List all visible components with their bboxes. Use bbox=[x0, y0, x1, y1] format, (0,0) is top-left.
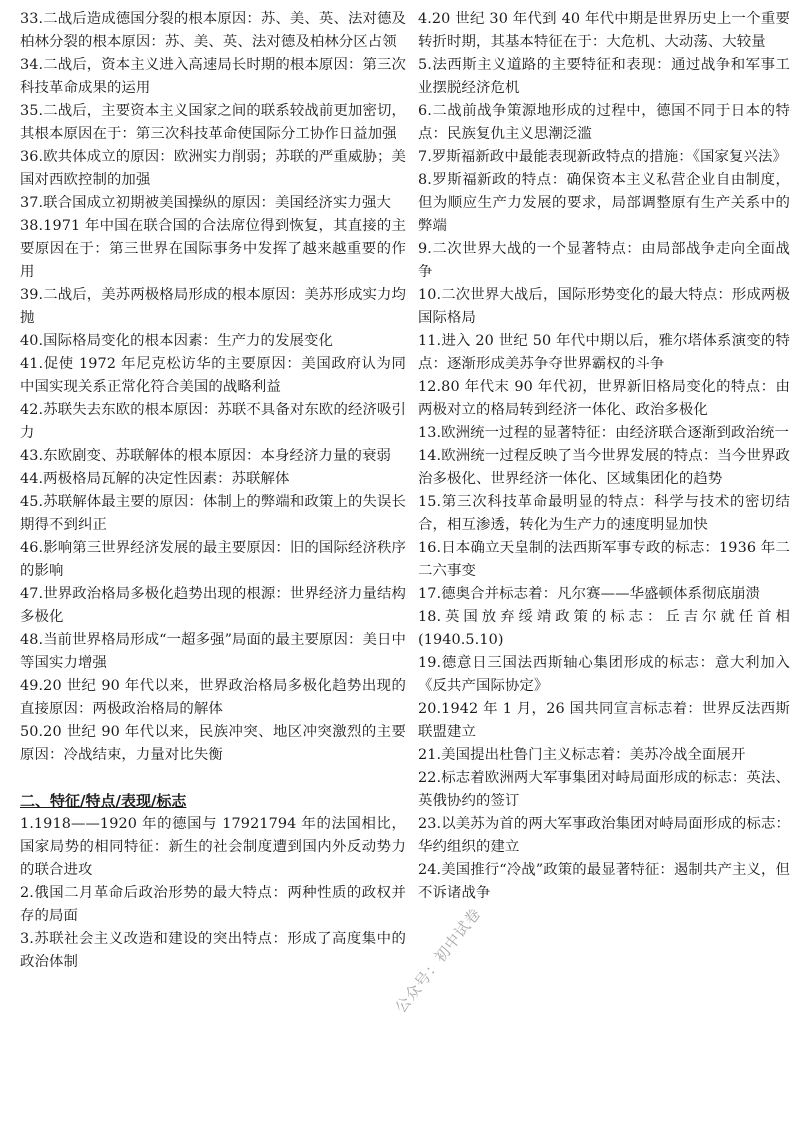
list-item: 40.国际格局变化的根本因素：生产力的发展变化 bbox=[20, 333, 333, 349]
list-item: 11.进入 20 世纪 50 年代中期以后，雅尔塔体系演变的特点：逐渐形成美苏争夺世界霸权的斗争 bbox=[418, 333, 790, 372]
section-heading: 二、特征/特点/表现/标志 bbox=[20, 792, 187, 810]
list-item: 39.二战后，美苏两极格局形成的根本原因：美苏形成实力均抛 bbox=[20, 287, 406, 326]
list-item: 41.促使 1972 年尼克松访华的主要原因：美国政府认为同中国实现关系正常化符合美国的战略利益 bbox=[20, 356, 406, 395]
list-item: 7.罗斯福新政中最能表现新政特点的措施：《国家复兴法》 bbox=[418, 149, 787, 165]
list-item: 43.东欧剧变、苏联解体的根本原因：本身经济力量的衰弱 bbox=[20, 448, 391, 464]
list-item: 20.1942 年 1 月，26 国共同宣言标志着：世界反法西斯联盟建立 bbox=[418, 701, 790, 740]
list-item: 19.德意日三国法西斯轴心集团形成的标志：意大利加入《反共产国际协定》 bbox=[418, 655, 790, 694]
list-item: 34.二战后，资本主义进入高速局长时期的根本原因：第三次科技革命成果的运用 bbox=[20, 57, 406, 96]
list-item: 49.20 世纪 90 年代以来，世界政治格局多极化趋势出现的直接原因：两极政治格局的解体 bbox=[20, 678, 406, 717]
list-item: 23.以美苏为首的两大军事政治集团对峙局面形成的标志：华约组织的建立 bbox=[418, 816, 790, 855]
list-item: 44.两极格局瓦解的决定性因素：苏联解体 bbox=[20, 471, 290, 487]
list-item: 6.二战前战争策源地形成的过程中，德国不同于日本的特点：民族复仇主义思潮泛滥 bbox=[418, 103, 790, 142]
list-item: 12.80 年代末 90 年代初，世界新旧格局变化的特点：由两极对立的格局转到经济一体化、政治多极化 bbox=[418, 379, 790, 418]
list-item: 4.20 世纪 30 年代到 40 年代中期是世界历史上一个重要转折时期，其基本特征在于：大危机、大动荡、大较量 bbox=[418, 11, 790, 50]
list-item: 1.1918——1920 年的德国与 17921794 年的法国相比，国家局势的相同特征：新生的社会制度遭到国内外反动势力的联合进攻 bbox=[20, 816, 406, 878]
list-item: 45.苏联解体最主要的原因：体制上的弊端和政策上的失误长期得不到纠正 bbox=[20, 494, 406, 533]
list-item: 17.德奥合并标志着：凡尔赛——华盛顿体系彻底崩溃 bbox=[418, 586, 760, 602]
list-item: 48.当前世界格局形成“一超多强”局面的最主要原因：美日中等国实力增强 bbox=[20, 632, 406, 671]
list-item: 3.苏联社会主义改造和建设的突出特点：形成了高度集中的政治体制 bbox=[20, 931, 406, 970]
list-item: 36.欧共体成立的原因：欧洲实力削弱；苏联的严重威胁；美国对西欧控制的加强 bbox=[20, 149, 406, 188]
list-item: 50.20 世纪 90 年代以来，民族冲突、地区冲突激烈的主要原因：冷战结束，力量对比失衡 bbox=[20, 724, 406, 763]
list-item: 15.第三次科技革命最明显的特点：科学与技术的密切结合，相互渗透，转化为生产力的速度明显加快 bbox=[418, 494, 790, 533]
list-item: 22.标志着欧洲两大军事集团对峙局面形成的标志：英法、英俄协约的签订 bbox=[418, 770, 790, 809]
list-item: 5.法西斯主义道路的主要特征和表现：通过战争和军事工业摆脱经济危机 bbox=[418, 57, 790, 96]
list-item: 14.欧洲统一过程反映了当今世界发展的特点：当今世界政治多极化、世界经济一体化、区域集团化的趋势 bbox=[418, 448, 790, 487]
list-item: 24.美国推行“冷战”政策的最显著特征：遏制共产主义，但不诉诸战争 bbox=[418, 862, 790, 901]
list-item: 18.英国放弃绥靖政策的标志：丘吉尔就任首相(1940.5.10) bbox=[418, 609, 790, 648]
list-item: 33.二战后造成德国分裂的根本原因：苏、美、英、法对德及柏林分裂的根本原因：苏、美、英、法对德及柏林分区占领 bbox=[20, 11, 406, 50]
watermark-text: 公众号：初中试卷 bbox=[391, 904, 485, 1017]
list-item: 42.苏联失去东欧的根本原因：苏联不具备对东欧的经济吸引力 bbox=[20, 402, 406, 441]
list-item: 8.罗斯福新政的特点：确保资本主义私营企业自由制度，但为顺应生产力发展的要求，局部调整原有生产关系中的弊端 bbox=[418, 172, 790, 234]
right-column bbox=[412, 8, 790, 1130]
list-item: 9.二次世界大战的一个显著特点：由局部战争走向全面战争 bbox=[418, 241, 790, 280]
list-item: 38.1971 年中国在联合国的合法席位得到恢复，其直接的主要原因在于：第三世界在国际事务中发挥了越来越重要的作用 bbox=[20, 218, 406, 280]
list-item: 46.影响第三世界经济发展的最主要原因：旧的国际经济秩序的影响 bbox=[20, 540, 406, 579]
list-item: 37.联合国成立初期被美国操纵的原因：美国经济实力强大 bbox=[20, 195, 391, 211]
left-column bbox=[20, 8, 412, 1130]
list-item: 2.俄国二月革命后政治形势的最大特点：两种性质的政权并存的局面 bbox=[20, 885, 406, 924]
list-item: 47.世界政治格局多极化趋势出现的根源：世界经济力量结构多极化 bbox=[20, 586, 406, 625]
list-item: 10.二次世界大战后，国际形势变化的最大特点：形成两极国际格局 bbox=[418, 287, 790, 326]
list-item: 13.欧洲统一过程的显著特征：由经济联合逐渐到政治统一 bbox=[418, 425, 789, 441]
list-item: 16.日本确立天皇制的法西斯军事专政的标志：1936 年二二六事变 bbox=[418, 540, 790, 579]
list-item: 21.美国提出杜鲁门主义标志着：美苏冷战全面展开 bbox=[418, 747, 746, 763]
list-item: 35.二战后，主要资本主义国家之间的联系较战前更加密切，其根本原因在于：第三次科技革命使国际分工协作日益加强 bbox=[20, 103, 406, 142]
